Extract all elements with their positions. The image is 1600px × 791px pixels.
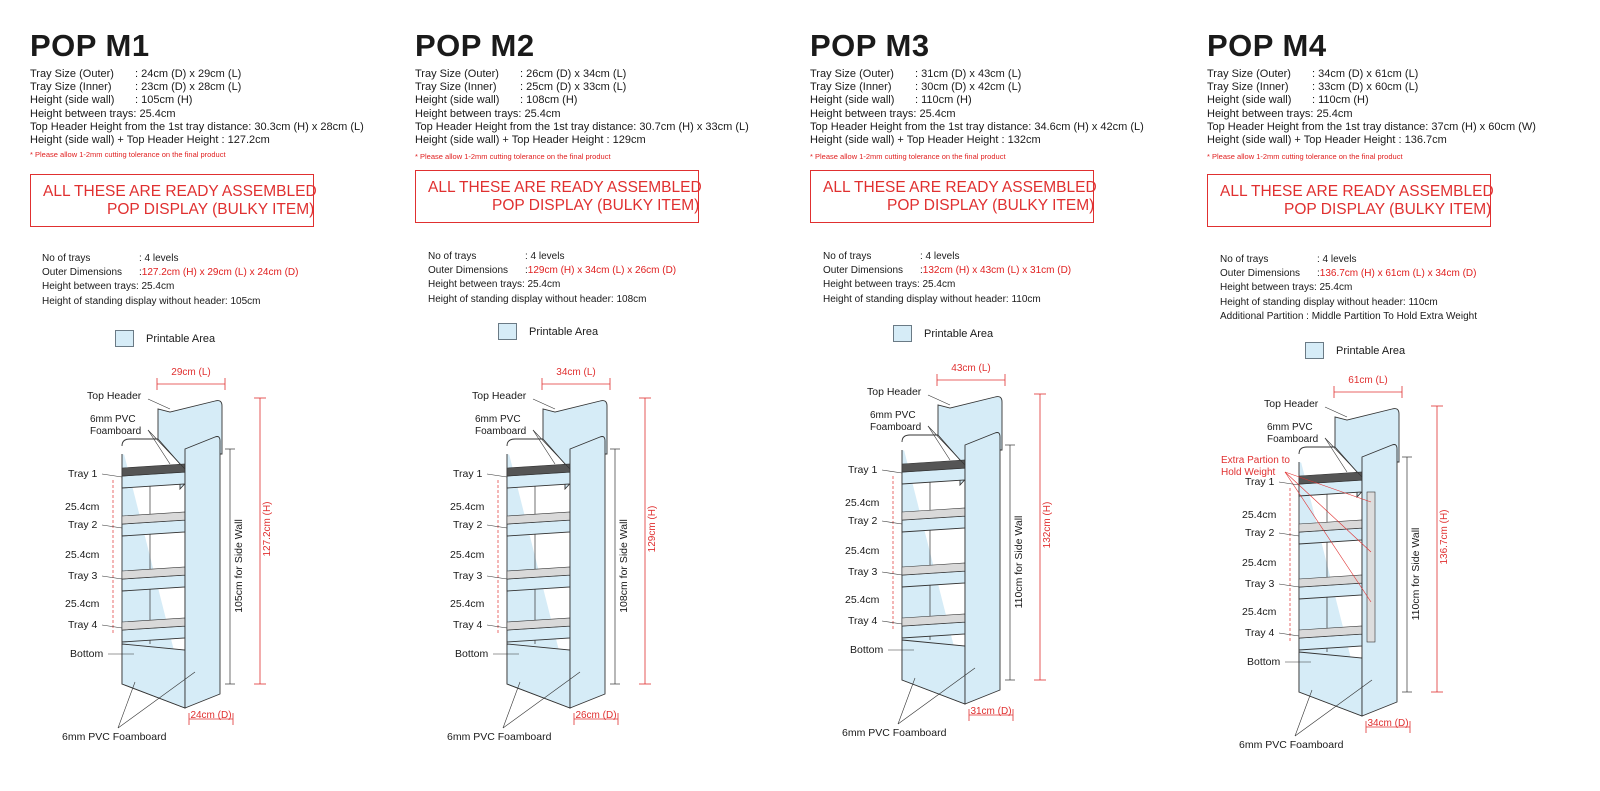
- tray-label: Tray 2: [848, 515, 878, 527]
- spec-value: : 33cm (D) x 60cm (L): [1312, 81, 1419, 94]
- middle-partition: [1367, 492, 1375, 642]
- tray-gap-label: 25.4cm: [450, 549, 485, 561]
- leader-line: [1279, 533, 1299, 536]
- leader-line: [533, 399, 555, 409]
- summary-label: Outer Dimensions: [428, 265, 509, 277]
- summary-value: :: [1317, 268, 1320, 280]
- summary-red-value: 136.7cm (H) x 61cm (L) x 34cm (D): [1319, 268, 1477, 280]
- model-title: POP M4: [1207, 28, 1327, 63]
- bottom-label: Bottom: [1247, 656, 1281, 668]
- spec-line: Height (side wall) + Top Header Height : 127.2cm: [30, 134, 270, 147]
- depth-dim-label: 34cm (D): [1367, 718, 1409, 729]
- foamboard-label-line2: Foamboard: [475, 426, 527, 437]
- legend-label: Printable Area: [924, 327, 994, 340]
- legend-label: Printable Area: [146, 332, 216, 345]
- total-height-label: 136.7cm (H): [1439, 509, 1450, 565]
- spec-line: Height (side wall) + Top Header Height : 132cm: [810, 134, 1041, 147]
- summary-line: Height of standing display without header: 110cm: [823, 293, 1041, 305]
- display-diagram-2: [447, 367, 658, 743]
- base-foamboard-label: 6mm PVC Foamboard: [1239, 739, 1344, 751]
- display-diagram-1: [62, 367, 273, 743]
- summary-line: Height of standing display without header: 105cm: [42, 295, 261, 307]
- summary-line: Additional Partition : Middle Partition To Hold Extra Weight: [1220, 310, 1477, 322]
- tolerance-note: * Please allow 1-2mm cutting tolerance on the final product: [30, 150, 226, 159]
- bottom-panel: [507, 644, 570, 708]
- leader-line: [102, 474, 122, 477]
- foamboard-label-line2: Foamboard: [90, 426, 142, 437]
- top-header-label: Top Header: [87, 390, 142, 402]
- summary-value: : 4 levels: [139, 253, 179, 264]
- tray-label: Tray 2: [1245, 527, 1275, 539]
- leader-line: [882, 621, 902, 624]
- tray-gap-label: 25.4cm: [845, 545, 880, 557]
- tray-gap-label: 25.4cm: [1242, 606, 1277, 618]
- tray-label: Tray 1: [68, 468, 98, 480]
- tolerance-note: * Please allow 1-2mm cutting tolerance on the final product: [415, 152, 611, 161]
- tray-label: Tray 2: [68, 519, 98, 531]
- spec-label: Tray Size (Outer): [1207, 68, 1291, 80]
- summary-value: :: [525, 265, 528, 277]
- spec-value: : 110cm (H): [1312, 94, 1369, 107]
- notice-line-1: ALL THESE ARE READY ASSEMBLED: [1220, 183, 1494, 200]
- bottom-label: Bottom: [70, 648, 104, 660]
- summary-line: Height between trays: 25.4cm: [42, 281, 175, 293]
- spec-line: Height (side wall) + Top Header Height : 129cm: [415, 134, 646, 147]
- summary-value: :: [139, 267, 142, 279]
- base-foamboard-label: 6mm PVC Foamboard: [62, 731, 167, 743]
- spec-label: Height (side wall): [30, 94, 115, 107]
- notice-line-2: POP DISPLAY (BULKY ITEM): [492, 197, 700, 214]
- summary-label: Outer Dimensions: [823, 265, 904, 277]
- base-foamboard-label: 6mm PVC Foamboard: [842, 727, 947, 739]
- total-height-label: 132cm (H): [1042, 501, 1053, 549]
- notice-line-1: ALL THESE ARE READY ASSEMBLED: [428, 179, 702, 196]
- side-wall-panel: [570, 437, 605, 709]
- bottom-panel: [1299, 652, 1362, 716]
- tray-label: Tray 4: [848, 615, 878, 627]
- top-header-label: Top Header: [1264, 398, 1319, 410]
- spec-label: Tray Size (Inner): [30, 81, 112, 94]
- leader-line: [898, 678, 915, 724]
- base-foamboard-label: 6mm PVC Foamboard: [447, 731, 552, 743]
- spec-line: Height between trays: 25.4cm: [1207, 107, 1353, 120]
- tray-label: Tray 4: [68, 619, 98, 631]
- leader-line: [1325, 407, 1347, 417]
- leader-line: [102, 625, 122, 628]
- leader-line: [118, 682, 135, 728]
- total-height-label: 129cm (H): [647, 505, 658, 553]
- spec-line: Height between trays: 25.4cm: [810, 107, 956, 120]
- summary-line: Height between trays: 25.4cm: [1220, 282, 1353, 294]
- spec-label: Tray Size (Inner): [415, 81, 497, 94]
- spec-value: : 25cm (D) x 33cm (L): [520, 81, 627, 94]
- bottom-panel: [902, 640, 965, 704]
- summary-line: Height of standing display without header: 108cm: [428, 293, 647, 305]
- spec-label: Tray Size (Inner): [1207, 81, 1289, 94]
- tray-label: Tray 1: [1245, 476, 1275, 488]
- spec-value: : 24cm (D) x 29cm (L): [135, 68, 242, 80]
- tray-gap-label: 25.4cm: [65, 501, 100, 513]
- foamboard-label-line2: Foamboard: [1267, 434, 1319, 445]
- top-header-label: Top Header: [867, 386, 922, 398]
- summary-label: Outer Dimensions: [1220, 268, 1301, 280]
- extra-partition-label-line2: Hold Weight: [1221, 467, 1276, 478]
- spec-value: : 110cm (H): [915, 94, 972, 107]
- tray-label: Tray 3: [848, 566, 878, 578]
- summary-value: :: [920, 265, 923, 277]
- legend-label: Printable Area: [1336, 344, 1406, 357]
- display-diagram-4: [1221, 375, 1450, 751]
- summary-label: No of trays: [823, 251, 872, 262]
- tolerance-note: * Please allow 1-2mm cutting tolerance on the final product: [810, 152, 1006, 161]
- spec-label: Tray Size (Outer): [30, 68, 114, 80]
- bottom-label: Bottom: [850, 644, 884, 656]
- tray-gap-label: 25.4cm: [1242, 557, 1277, 569]
- depth-dim-label: 24cm (D): [190, 710, 232, 721]
- foamboard-label-line1: 6mm PVC: [1267, 422, 1313, 433]
- spec-value: : 26cm (D) x 34cm (L): [520, 68, 627, 80]
- leader-line: [487, 576, 507, 579]
- spec-label: Height (side wall): [415, 94, 500, 107]
- width-dim-label: 43cm (L): [951, 363, 991, 374]
- summary-label: Outer Dimensions: [42, 267, 123, 279]
- summary-line: Height between trays: 25.4cm: [428, 279, 561, 291]
- side-wall-panel: [185, 437, 220, 709]
- extra-partition-label-line1: Extra Partion to: [1221, 455, 1290, 466]
- tray-label: Tray 3: [1245, 578, 1275, 590]
- spec-label: Height (side wall): [1207, 94, 1292, 107]
- bottom-label: Bottom: [455, 648, 489, 660]
- spec-value: : 34cm (D) x 61cm (L): [1312, 68, 1419, 80]
- tray-label: Tray 2: [453, 519, 483, 531]
- spec-line: Height between trays: 25.4cm: [30, 107, 176, 120]
- summary-line: Height between trays: 25.4cm: [823, 279, 956, 291]
- leader-line: [148, 399, 170, 409]
- tray-gap-label: 25.4cm: [65, 598, 100, 610]
- spec-label: Height (side wall): [810, 94, 895, 107]
- leader-line: [928, 395, 950, 405]
- spec-value: : 23cm (D) x 28cm (L): [135, 81, 242, 94]
- spec-value: : 108cm (H): [520, 94, 578, 107]
- side-wall-label: 105cm for Side Wall: [233, 519, 245, 613]
- leader-line: [1295, 690, 1312, 736]
- tray-gap-label: 25.4cm: [450, 598, 485, 610]
- tray-gap-label: 25.4cm: [845, 594, 880, 606]
- summary-value: : 4 levels: [525, 251, 565, 262]
- tray-label: Tray 1: [453, 468, 483, 480]
- summary-value: : 4 levels: [1317, 254, 1357, 265]
- tray-label: Tray 3: [453, 570, 483, 582]
- summary-line: Height of standing display without header: 110cm: [1220, 296, 1438, 308]
- leader-line: [1279, 584, 1299, 587]
- foamboard-label-line1: 6mm PVC: [870, 410, 916, 421]
- spec-line: Top Header Height from the 1st tray distance: 30.7cm (H) x 33cm (L): [415, 120, 749, 133]
- tray-label: Tray 4: [453, 619, 483, 631]
- summary-red-value: 132cm (H) x 43cm (L) x 31cm (D): [922, 265, 1072, 277]
- foamboard-label-line1: 6mm PVC: [90, 414, 136, 425]
- model-title: POP M2: [415, 28, 535, 63]
- depth-dim-label: 31cm (D): [970, 706, 1012, 717]
- foamboard-label-line1: 6mm PVC: [475, 414, 521, 425]
- total-height-label: 127.2cm (H): [262, 501, 273, 557]
- leader-line: [1279, 633, 1299, 636]
- spec-line: Top Header Height from the 1st tray distance: 37cm (H) x 60cm (W): [1207, 120, 1536, 133]
- summary-red-value: 127.2cm (H) x 29cm (L) x 24cm (D): [141, 267, 299, 279]
- tolerance-note: * Please allow 1-2mm cutting tolerance on the final product: [1207, 152, 1403, 161]
- foamboard-label-line2: Foamboard: [870, 422, 922, 433]
- side-wall-label: 108cm for Side Wall: [618, 519, 630, 613]
- legend-label: Printable Area: [529, 325, 599, 338]
- leader-line: [882, 470, 902, 473]
- notice-line-2: POP DISPLAY (BULKY ITEM): [107, 201, 315, 218]
- leader-line: [487, 474, 507, 477]
- tray-gap-label: 25.4cm: [845, 497, 880, 509]
- notice-line-1: ALL THESE ARE READY ASSEMBLED: [43, 183, 317, 200]
- leader-line: [487, 625, 507, 628]
- side-wall-panel: [965, 433, 1000, 705]
- summary-red-value: 129cm (H) x 34cm (L) x 26cm (D): [527, 265, 677, 277]
- spec-line: Height between trays: 25.4cm: [415, 107, 561, 120]
- side-wall-label: 110cm for Side Wall: [1410, 527, 1422, 621]
- summary-label: No of trays: [1220, 254, 1269, 265]
- summary-label: No of trays: [42, 253, 91, 264]
- leader-line: [102, 525, 122, 528]
- side-wall-label: 110cm for Side Wall: [1013, 515, 1025, 609]
- model-title: POP M1: [30, 28, 150, 63]
- spec-value: : 31cm (D) x 43cm (L): [915, 68, 1022, 80]
- spec-line: Height (side wall) + Top Header Height : 136.7cm: [1207, 134, 1447, 147]
- leader-line: [882, 521, 902, 524]
- tray-gap-label: 25.4cm: [1242, 509, 1277, 521]
- width-dim-label: 34cm (L): [556, 367, 596, 378]
- width-dim-label: 29cm (L): [171, 367, 211, 378]
- leader-line: [503, 682, 520, 728]
- leader-line: [882, 572, 902, 575]
- notice-line-2: POP DISPLAY (BULKY ITEM): [887, 197, 1095, 214]
- spec-line: Top Header Height from the 1st tray distance: 34.6cm (H) x 42cm (L): [810, 120, 1144, 133]
- summary-label: No of trays: [428, 251, 477, 262]
- bottom-panel: [122, 644, 185, 708]
- leader-line: [487, 525, 507, 528]
- notice-line-1: ALL THESE ARE READY ASSEMBLED: [823, 179, 1097, 196]
- spec-line: Top Header Height from the 1st tray distance: 30.3cm (H) x 28cm (L): [30, 120, 364, 133]
- tray-label: Tray 1: [848, 464, 878, 476]
- tray-gap-label: 25.4cm: [65, 549, 100, 561]
- display-diagram-3: [842, 363, 1053, 739]
- leader-line: [102, 576, 122, 579]
- notice-line-2: POP DISPLAY (BULKY ITEM): [1284, 201, 1492, 218]
- spec-label: Tray Size (Outer): [415, 68, 499, 80]
- spec-label: Tray Size (Inner): [810, 81, 892, 94]
- tray-label: Tray 3: [68, 570, 98, 582]
- width-dim-label: 61cm (L): [1348, 375, 1388, 386]
- tray-gap-label: 25.4cm: [450, 501, 485, 513]
- spec-label: Tray Size (Outer): [810, 68, 894, 80]
- top-header-label: Top Header: [472, 390, 527, 402]
- summary-value: : 4 levels: [920, 251, 960, 262]
- spec-value: : 30cm (D) x 42cm (L): [915, 81, 1022, 94]
- spec-value: : 105cm (H): [135, 94, 193, 107]
- model-title: POP M3: [810, 28, 930, 63]
- tray-label: Tray 4: [1245, 627, 1275, 639]
- depth-dim-label: 26cm (D): [575, 710, 617, 721]
